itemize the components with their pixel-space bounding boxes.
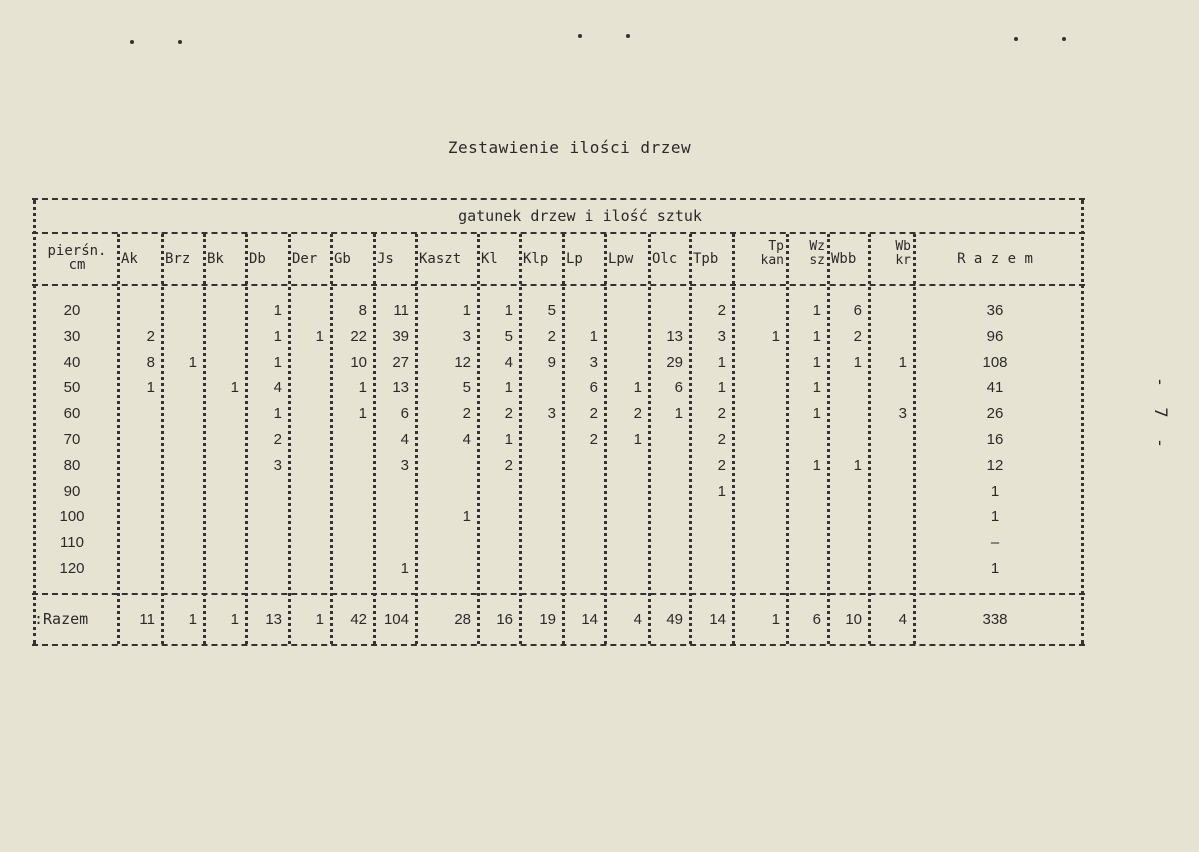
column-separator <box>913 234 916 644</box>
count-cell: 1 <box>812 456 821 474</box>
species-header: Tp kan <box>760 239 784 268</box>
count-cell: 6 <box>400 405 409 423</box>
page-number: - 7 - <box>1150 376 1171 454</box>
totals-label: :Razem <box>34 610 89 628</box>
column-separator <box>519 234 522 644</box>
row-total: 26 <box>986 405 1004 423</box>
count-cell: 3 <box>898 405 907 423</box>
punch-hole-mark <box>578 34 582 38</box>
punch-hole-mark <box>130 40 134 44</box>
species-group-header: gatunek drzew i ilość sztuk <box>458 207 702 225</box>
row-total: 1 <box>990 508 1000 526</box>
grand-total: 338 <box>982 611 1008 628</box>
count-cell: 1 <box>717 482 726 500</box>
count-cell: 8 <box>146 353 155 371</box>
count-cell: 1 <box>674 405 683 423</box>
punch-hole-mark <box>1014 37 1018 41</box>
count-cell: 2 <box>633 405 642 423</box>
punch-hole-mark <box>178 40 182 44</box>
diameter-value: 50 <box>63 379 81 397</box>
count-cell: 6 <box>853 302 862 319</box>
punch-hole-mark <box>1062 37 1066 41</box>
species-header: Wbb <box>831 251 857 267</box>
count-cell: 27 <box>392 353 409 371</box>
count-cell: 1 <box>812 327 821 345</box>
count-cell: 1 <box>717 379 726 397</box>
column-separator <box>604 234 607 644</box>
count-cell: 2 <box>853 327 862 345</box>
count-cell: 1 <box>358 379 367 397</box>
total-count-cell: 4 <box>633 611 642 628</box>
total-count-cell: 14 <box>709 611 726 628</box>
diameter-value: 20 <box>63 302 81 319</box>
species-header: Db <box>249 251 266 267</box>
total-count-cell: 49 <box>666 611 683 628</box>
row-total: 41 <box>986 379 1004 397</box>
count-cell: 1 <box>358 405 367 423</box>
count-cell: 1 <box>230 379 239 397</box>
species-header: Kl <box>481 251 498 267</box>
column-separator <box>868 234 871 644</box>
count-cell: 3 <box>462 327 471 345</box>
species-header: Klp <box>523 251 549 267</box>
column-separator <box>373 234 376 644</box>
count-cell: 1 <box>633 379 642 397</box>
column-separator <box>117 234 120 644</box>
count-cell: 2 <box>146 327 155 345</box>
count-cell: 5 <box>504 327 513 345</box>
count-cell: 4 <box>400 431 409 448</box>
count-cell: 1 <box>853 353 862 371</box>
count-cell: 1 <box>400 560 409 577</box>
total-count-cell: 14 <box>581 611 598 628</box>
count-cell: 2 <box>717 405 726 423</box>
species-header: Brz <box>165 251 191 267</box>
count-cell: 2 <box>717 456 726 474</box>
count-cell: 1 <box>146 379 155 397</box>
species-header: Js <box>377 251 394 267</box>
count-cell: 4 <box>504 353 513 371</box>
count-cell: 5 <box>462 379 471 397</box>
column-separator <box>245 234 248 644</box>
table-rule <box>32 644 1085 646</box>
diameter-value: 40 <box>63 353 81 371</box>
count-cell: 3 <box>589 353 598 371</box>
row-total: – <box>990 534 1000 552</box>
total-count-cell: 1 <box>188 611 197 628</box>
total-count-cell: 1 <box>230 611 239 628</box>
column-separator <box>33 200 36 644</box>
diameter-value: 80 <box>63 456 81 474</box>
count-cell: 1 <box>589 327 598 345</box>
count-cell: 8 <box>358 302 367 319</box>
count-cell: 2 <box>504 405 513 423</box>
count-cell: 1 <box>812 379 821 397</box>
column-separator <box>1081 200 1084 644</box>
count-cell: 22 <box>350 327 367 345</box>
count-cell: 2 <box>589 405 598 423</box>
count-cell: 1 <box>273 405 282 423</box>
table-rule <box>32 232 1085 234</box>
count-cell: 2 <box>547 327 556 345</box>
count-cell: 5 <box>547 302 556 319</box>
count-cell: 12 <box>454 353 471 371</box>
row-total: 16 <box>986 431 1004 448</box>
diameter-value: 120 <box>59 560 85 577</box>
punch-hole-mark <box>626 34 630 38</box>
document-title: Zestawienie ilości drzew <box>447 138 692 157</box>
diameter-value: 60 <box>63 405 81 423</box>
count-cell: 2 <box>589 431 598 448</box>
column-separator <box>786 234 789 644</box>
column-separator <box>288 234 291 644</box>
row-total: 108 <box>982 353 1008 371</box>
total-count-cell: 104 <box>383 611 409 628</box>
total-count-cell: 28 <box>454 611 471 628</box>
total-count-cell: 19 <box>539 611 556 628</box>
table-rule <box>32 284 1085 286</box>
count-cell: 1 <box>853 456 862 474</box>
count-cell: 4 <box>462 431 471 448</box>
total-count-cell: 10 <box>845 611 862 628</box>
table-rule <box>32 593 1085 595</box>
count-cell: 2 <box>504 456 513 474</box>
count-cell: 13 <box>666 327 683 345</box>
count-cell: 3 <box>547 405 556 423</box>
species-header: Bk <box>207 251 224 267</box>
row-total: 1 <box>990 560 1000 577</box>
species-header: Wb kr <box>895 239 911 268</box>
species-header: Kaszt <box>419 251 462 267</box>
column-separator <box>648 234 651 644</box>
row-total: 1 <box>990 482 1000 500</box>
row-total: 12 <box>986 456 1004 474</box>
count-cell: 1 <box>633 431 642 448</box>
count-cell: 1 <box>504 431 513 448</box>
total-count-cell: 42 <box>350 611 367 628</box>
count-cell: 2 <box>717 302 726 319</box>
total-count-cell: 13 <box>265 611 282 628</box>
row-total: 96 <box>986 327 1004 345</box>
species-header: Tpb <box>693 251 719 267</box>
count-cell: 10 <box>350 353 367 371</box>
species-header: Lpw <box>608 251 634 267</box>
total-count-cell: 4 <box>898 611 907 628</box>
count-cell: 6 <box>589 379 598 397</box>
total-count-cell: 16 <box>496 611 513 628</box>
diameter-header: pierśn. cm <box>47 243 107 273</box>
count-cell: 1 <box>504 379 513 397</box>
count-cell: 1 <box>771 327 780 345</box>
total-header: R a z e m <box>957 251 1033 267</box>
count-cell: 1 <box>812 302 821 319</box>
count-cell: 13 <box>392 379 409 397</box>
count-cell: 2 <box>462 405 471 423</box>
count-cell: 3 <box>400 456 409 474</box>
total-count-cell: 1 <box>771 611 780 628</box>
column-separator <box>827 234 830 644</box>
column-separator <box>732 234 735 644</box>
count-cell: 11 <box>393 302 409 319</box>
species-header: Ak <box>121 251 138 267</box>
count-cell: 1 <box>462 302 471 319</box>
count-cell: 1 <box>273 353 282 371</box>
count-cell: 1 <box>315 327 324 345</box>
column-separator <box>562 234 565 644</box>
count-cell: 3 <box>717 327 726 345</box>
count-cell: 1 <box>898 353 907 371</box>
species-header: Wz sz <box>809 239 825 268</box>
count-cell: 6 <box>674 379 683 397</box>
species-header: Lp <box>566 251 583 267</box>
column-separator <box>415 234 418 644</box>
species-header: Gb <box>334 251 351 267</box>
total-count-cell: 6 <box>812 611 821 628</box>
diameter-value: 70 <box>63 431 81 448</box>
count-cell: 29 <box>666 353 683 371</box>
column-separator <box>203 234 206 644</box>
column-separator <box>161 234 164 644</box>
count-cell: 1 <box>462 508 471 526</box>
count-cell: 39 <box>392 327 409 345</box>
count-cell: 1 <box>273 302 282 319</box>
total-count-cell: 1 <box>315 611 324 628</box>
count-cell: 1 <box>812 405 821 423</box>
diameter-value: 100 <box>59 508 85 526</box>
diameter-value: 30 <box>63 327 81 345</box>
count-cell: 1 <box>812 353 821 371</box>
row-total: 36 <box>986 302 1004 319</box>
table-rule <box>32 198 1085 200</box>
count-cell: 1 <box>188 353 197 371</box>
column-separator <box>689 234 692 644</box>
count-cell: 9 <box>547 353 556 371</box>
count-cell: 2 <box>273 431 282 448</box>
total-count-cell: 11 <box>139 611 155 628</box>
count-cell: 1 <box>504 302 513 319</box>
count-cell: 2 <box>717 431 726 448</box>
count-cell: 4 <box>273 379 282 397</box>
count-cell: 3 <box>273 456 282 474</box>
species-header: Olc <box>652 251 678 267</box>
count-cell: 1 <box>273 327 282 345</box>
species-header: Der <box>292 251 318 267</box>
diameter-value: 110 <box>60 534 84 552</box>
count-cell: 1 <box>717 353 726 371</box>
diameter-value: 90 <box>63 482 81 500</box>
column-separator <box>477 234 480 644</box>
column-separator <box>330 234 333 644</box>
